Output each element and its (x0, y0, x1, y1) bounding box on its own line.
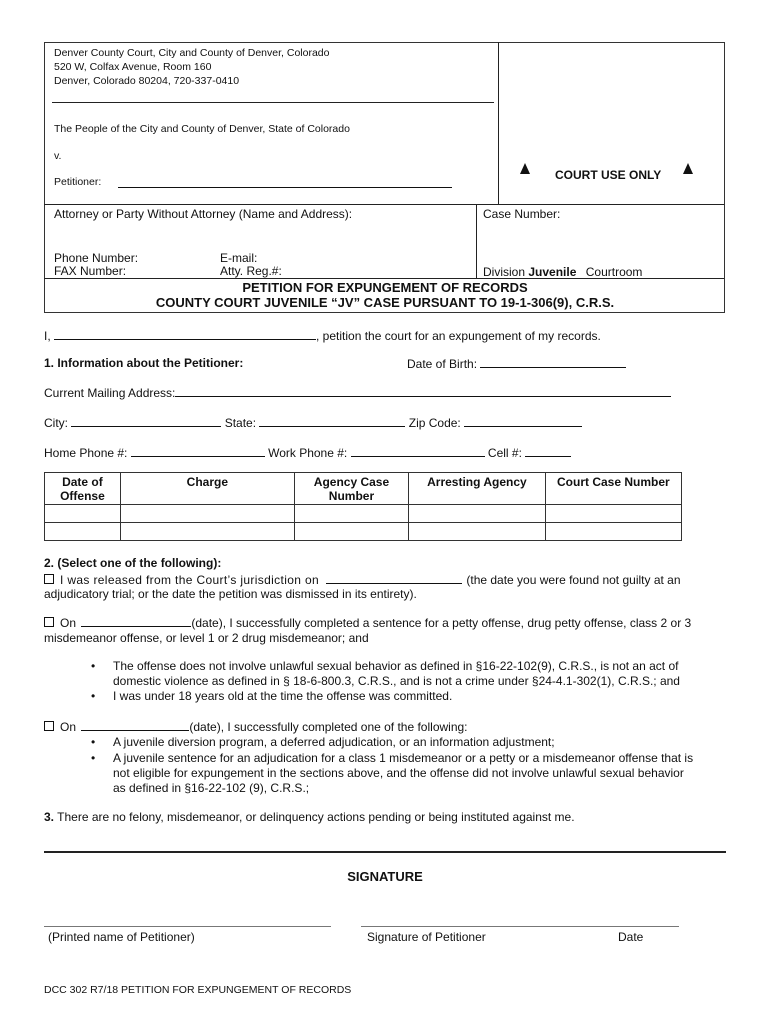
fax-number-label: FAX Number: (54, 264, 127, 278)
section3-text: There are no felony, misdemeanor, or delinquency actions pending or being instituted against me. (57, 810, 575, 824)
option1-text-b: (the date you were found not guilty at an (466, 573, 681, 587)
section3-line (44, 810, 575, 824)
signature-label: Signature of Petitioner (367, 930, 486, 944)
table-cell[interactable] (294, 523, 408, 541)
option3-line1 (44, 719, 468, 734)
table-cell[interactable] (409, 523, 546, 541)
option2-bullet1-text-b: domestic violence as defined in § 18-6-800.3, C.R.S., and is not a crime under §24-4.1-302(1), C.R.S.; and (113, 674, 680, 688)
date-label: Date (618, 930, 644, 944)
table-cell[interactable] (545, 523, 681, 541)
option2-date-input[interactable] (81, 615, 191, 627)
court-address-line3: Denver, Colorado 80204, 720-337-0410 (54, 75, 240, 87)
court-use-only-label: COURT USE ONLY (555, 168, 662, 182)
petitioner-label: Petitioner: (54, 176, 102, 188)
intro-suffix: , petition the court for an expungement of my records. (316, 329, 601, 343)
up-arrow-icon-left (520, 163, 530, 174)
table-cell[interactable] (45, 505, 121, 523)
city-input[interactable] (71, 415, 221, 427)
section3-number: 3. (44, 810, 55, 824)
signature-line[interactable] (361, 926, 679, 927)
caption-divider-vertical-mid (476, 204, 477, 278)
petitioner-name-field[interactable] (118, 177, 452, 188)
option3-bullet2 (91, 751, 694, 765)
signature-heading: SIGNATURE (347, 869, 423, 884)
option3-bullet2-text-c: as defined in §16-22-102 (9), C.R.S.; (113, 781, 310, 795)
mailing-address-input[interactable] (175, 385, 671, 397)
section1-heading: 1. Information about the Petitioner: (44, 356, 244, 370)
mailing-address-label: Current Mailing Address: (44, 386, 176, 400)
release-date-input[interactable] (326, 572, 462, 584)
table-cell[interactable] (545, 505, 681, 523)
printed-name-line[interactable] (44, 926, 331, 927)
table-cell[interactable] (294, 505, 408, 523)
option2-on: On (60, 616, 77, 630)
option3-text-a: (date), I successfully completed one of the following: (189, 720, 468, 734)
table-cell[interactable] (120, 523, 294, 541)
header-court-case-number: Court Case Number (545, 473, 681, 505)
option3-on: On (60, 720, 77, 734)
bullet-icon: • (91, 735, 96, 749)
dob-line (407, 356, 626, 371)
option3-bullet2-text-b: not eligible for expungement in the sections above, and the offense did not involve unlawful sexual behavior (113, 766, 684, 780)
division-value: Juvenile (528, 265, 577, 279)
header-agency-case-number: Agency Case Number (294, 473, 408, 505)
option2-bullet1-text-a: The offense does not involve unlawful sexual behavior as defined in §16-22-102(9), C.R.S., is not an act of (113, 659, 679, 673)
option1-line1 (44, 572, 681, 587)
phone-line (44, 445, 571, 460)
court-address-line2: 520 W, Colfax Avenue, Room 160 (54, 61, 212, 73)
option3-checkbox[interactable] (44, 721, 54, 731)
option3-bullet1 (91, 735, 555, 749)
signature-separator (44, 851, 726, 853)
option2-bullet2-text: I was under 18 years old at the time the offense was committed. (113, 689, 453, 703)
mailing-address-line (44, 385, 671, 400)
form-title-line1: PETITION FOR EXPUNGEMENT OF RECORDS (242, 280, 528, 295)
work-phone-input[interactable] (351, 445, 485, 457)
printed-name-label: (Printed name of Petitioner) (48, 930, 195, 944)
table-cell[interactable] (120, 505, 294, 523)
up-arrow-icon-right (683, 163, 693, 174)
phone-number-label: Phone Number: (54, 251, 139, 265)
home-phone-label: Home Phone #: (44, 446, 128, 460)
intro-prefix: I, (44, 329, 51, 343)
courtroom-label: Courtroom (585, 265, 643, 279)
table-cell[interactable] (409, 505, 546, 523)
option1-text-c: adjudicatory trial; or the date the petition was dismissed in its entirety). (44, 587, 417, 601)
option3-date-input[interactable] (81, 719, 189, 731)
option2-checkbox[interactable] (44, 617, 54, 627)
option2-bullet2 (91, 689, 453, 703)
email-label: E-mail: (220, 251, 258, 265)
bullet-icon: • (91, 689, 96, 703)
attorney-label: Attorney or Party Without Attorney (Name and Address): (54, 207, 353, 221)
dob-input[interactable] (480, 356, 626, 368)
charges-header-row (45, 473, 682, 505)
option2-text-a: (date), I successfully completed a sentence for a petty offense, drug petty offense, class 2 or 3 (191, 616, 692, 630)
option1-checkbox[interactable] (44, 574, 54, 584)
state-label: State: (224, 416, 257, 430)
table-row (45, 505, 682, 523)
header-arresting-agency: Arresting Agency (409, 473, 546, 505)
section2-heading: 2. (Select one of the following): (44, 556, 222, 570)
option2-line1 (44, 615, 691, 630)
dob-label: Date of Birth: (407, 357, 478, 371)
charges-table (44, 472, 682, 541)
division-line (483, 265, 642, 279)
case-number-label: Case Number: (483, 207, 561, 221)
division-label: Division (483, 265, 526, 279)
cell-input[interactable] (525, 445, 571, 457)
header-date-of-offense: Date of Offense (45, 473, 121, 505)
work-phone-label: Work Phone #: (268, 446, 348, 460)
form-footer: DCC 302 R7/18 PETITION FOR EXPUNGEMENT OF RECORDS (44, 984, 352, 996)
court-address-underline (52, 102, 494, 103)
cell-label: Cell #: (487, 446, 522, 460)
atty-reg-label: Atty. Reg.#: (220, 264, 282, 278)
city-label: City: (44, 416, 68, 430)
option2-text-b: misdemeanor offense, or level 1 or 2 drug misdemeanor; and (44, 631, 369, 645)
header-charge: Charge (120, 473, 294, 505)
table-row (45, 523, 682, 541)
table-cell[interactable] (45, 523, 121, 541)
zip-label: Zip Code: (408, 416, 461, 430)
versus-text: v. (54, 150, 62, 162)
option1-text-a: I was released from the Court’s jurisdiction on (60, 573, 320, 587)
bullet-icon: • (91, 751, 96, 765)
option3-bullet2-text-a: A juvenile sentence for an adjudication for a class 1 misdemeanor or a petty or a misdemeanor offense that is (113, 751, 694, 765)
people-line: The People of the City and County of Denver, State of Colorado (54, 123, 350, 135)
bullet-icon: • (91, 659, 96, 673)
option2-bullet1 (91, 659, 679, 673)
intro-line (44, 328, 601, 343)
caption-divider-horizontal-1 (44, 204, 724, 205)
zip-input[interactable] (464, 415, 582, 427)
state-input[interactable] (259, 415, 405, 427)
home-phone-input[interactable] (131, 445, 265, 457)
form-title-line2: COUNTY COURT JUVENILE “JV” CASE PURSUANT TO 19-1-306(9), C.R.S. (155, 295, 615, 310)
court-address-line1: Denver County Court, City and County of Denver, Colorado (54, 47, 330, 59)
caption-divider-vertical-top (498, 42, 499, 205)
option3-bullet1-text: A juvenile diversion program, a deferred adjudication, or an information adjustment; (113, 735, 555, 749)
petitioner-name-input[interactable] (54, 328, 316, 340)
city-state-zip-line (44, 415, 582, 430)
